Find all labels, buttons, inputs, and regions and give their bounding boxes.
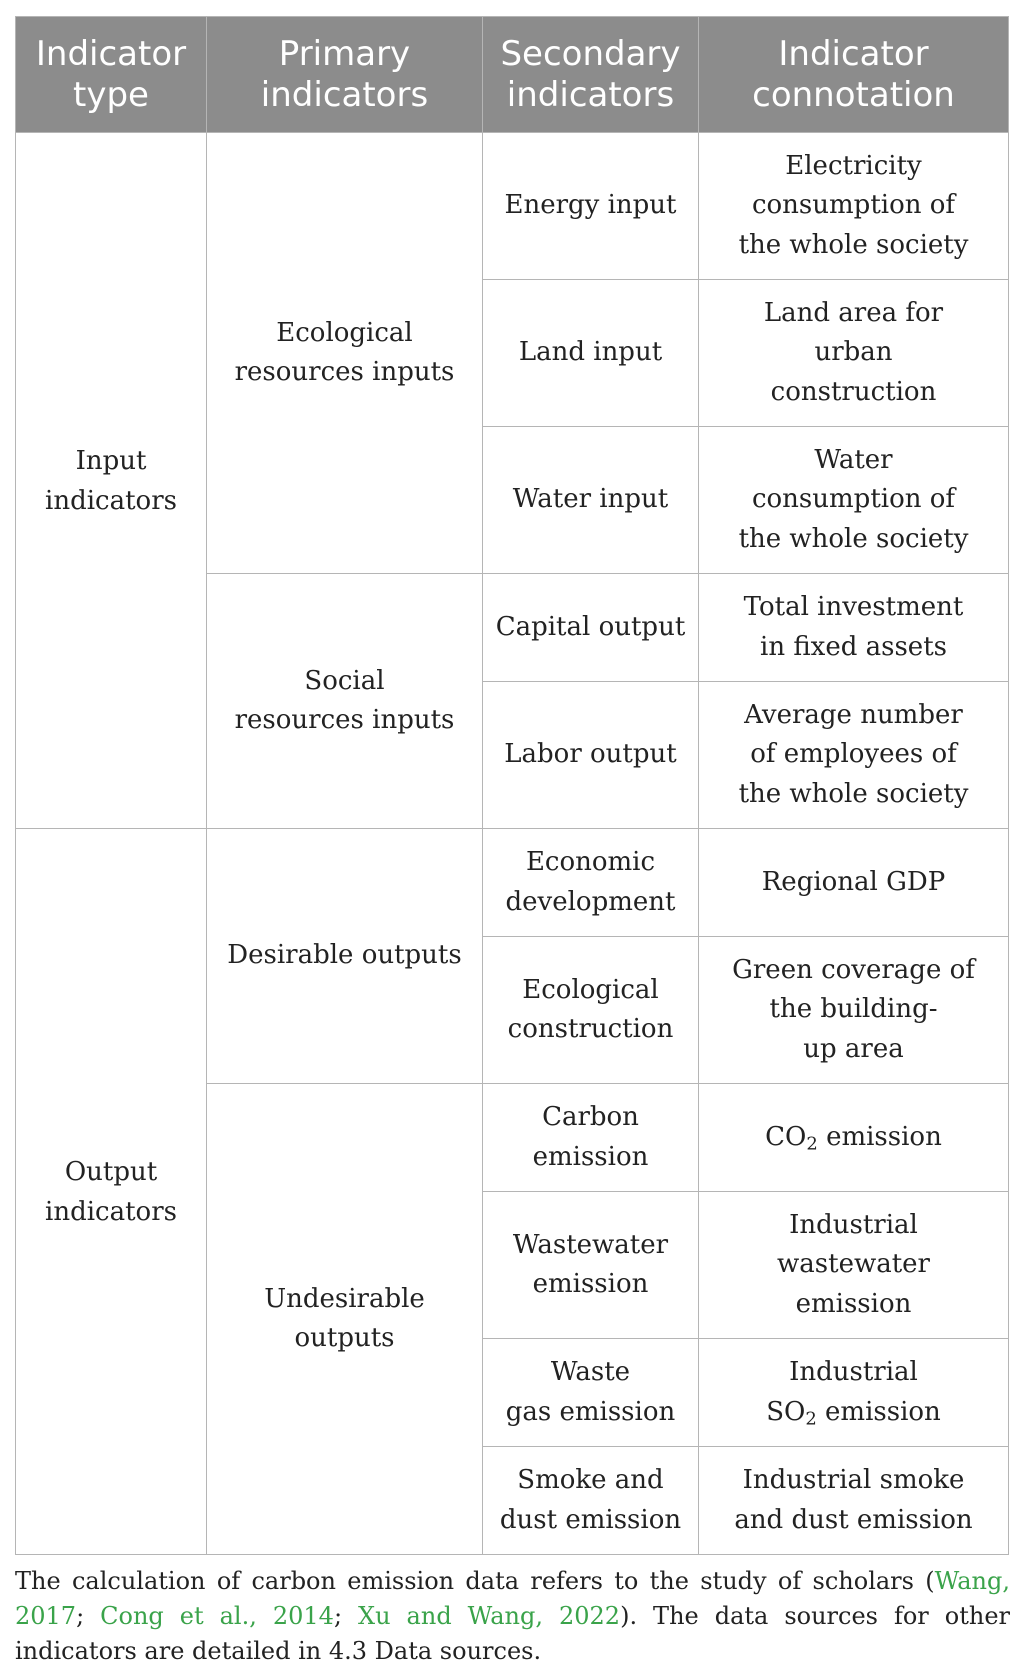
secondary-cell: Land input [483,280,699,427]
connotation-cell: Green coverage of the building- up area [699,937,1009,1084]
secondary-cell: Waste gas emission [483,1339,699,1447]
secondary-cell: Smoke and dust emission [483,1447,699,1555]
primary-cell-social: Social resources inputs [207,574,483,829]
table-footnote: The calculation of carbon emission data refers to the study of scholars (Wang, 2017; Cong et al., 2014; Xu and Wang, 2022). The data sources for other indicators are detailed in 4.3 Data sources. [15,1567,1010,1665]
connotation-cell: Total investment in fixed assets [699,574,1009,682]
connotation-cell: Industrial wastewater emission [699,1192,1009,1339]
connotation-cell: $CO_2$ emission [699,1084,1009,1192]
connotation-cell: Land area for urban construction [699,280,1009,427]
type-cell-output: Output indicators [16,829,207,1555]
connotation-cell: Electricity consumption of the whole society [699,133,1009,280]
secondary-cell: Water input [483,427,699,574]
connotation-cell: Industrial $SO_2$ emission [699,1339,1009,1447]
secondary-cell: Wastewater emission [483,1192,699,1339]
indicator-table-wrapper [15,16,1008,1555]
header-primary-indicators: Primary indicators [207,17,483,133]
primary-cell-desirable: Desirable outputs [207,829,483,1084]
secondary-cell: Energy input [483,133,699,280]
secondary-cell: Labor output [483,682,699,829]
header-secondary-indicators: Secondary indicators [483,17,699,133]
header-indicator-connotation: Indicator connotation [699,17,1009,133]
connotation-cell: Water consumption of the whole society [699,427,1009,574]
connotation-cell: Average number of employees of the whole society [699,682,1009,829]
indicator-table [15,16,1009,1555]
connotation-cell: Industrial smoke and dust emission [699,1447,1009,1555]
citation-link[interactable]: Cong et al., 2014 [100,1602,334,1630]
type-cell-input: Input indicators [16,133,207,829]
table-row [16,133,1009,280]
secondary-cell: Ecological construction [483,937,699,1084]
secondary-cell: Carbon emission [483,1084,699,1192]
primary-cell-undesirable: Undesirable outputs [207,1084,483,1555]
secondary-cell: Capital output [483,574,699,682]
connotation-cell: Regional GDP [699,829,1009,937]
secondary-cell: Economic development [483,829,699,937]
citation-link[interactable]: Wang, 2017 [15,1567,1010,1630]
table-header-row [16,17,1009,133]
primary-cell-ecological: Ecological resources inputs [207,133,483,574]
citation-link[interactable]: Xu and Wang, 2022 [358,1602,621,1630]
header-indicator-type: Indicator type [16,17,207,133]
table-row [16,829,1009,937]
